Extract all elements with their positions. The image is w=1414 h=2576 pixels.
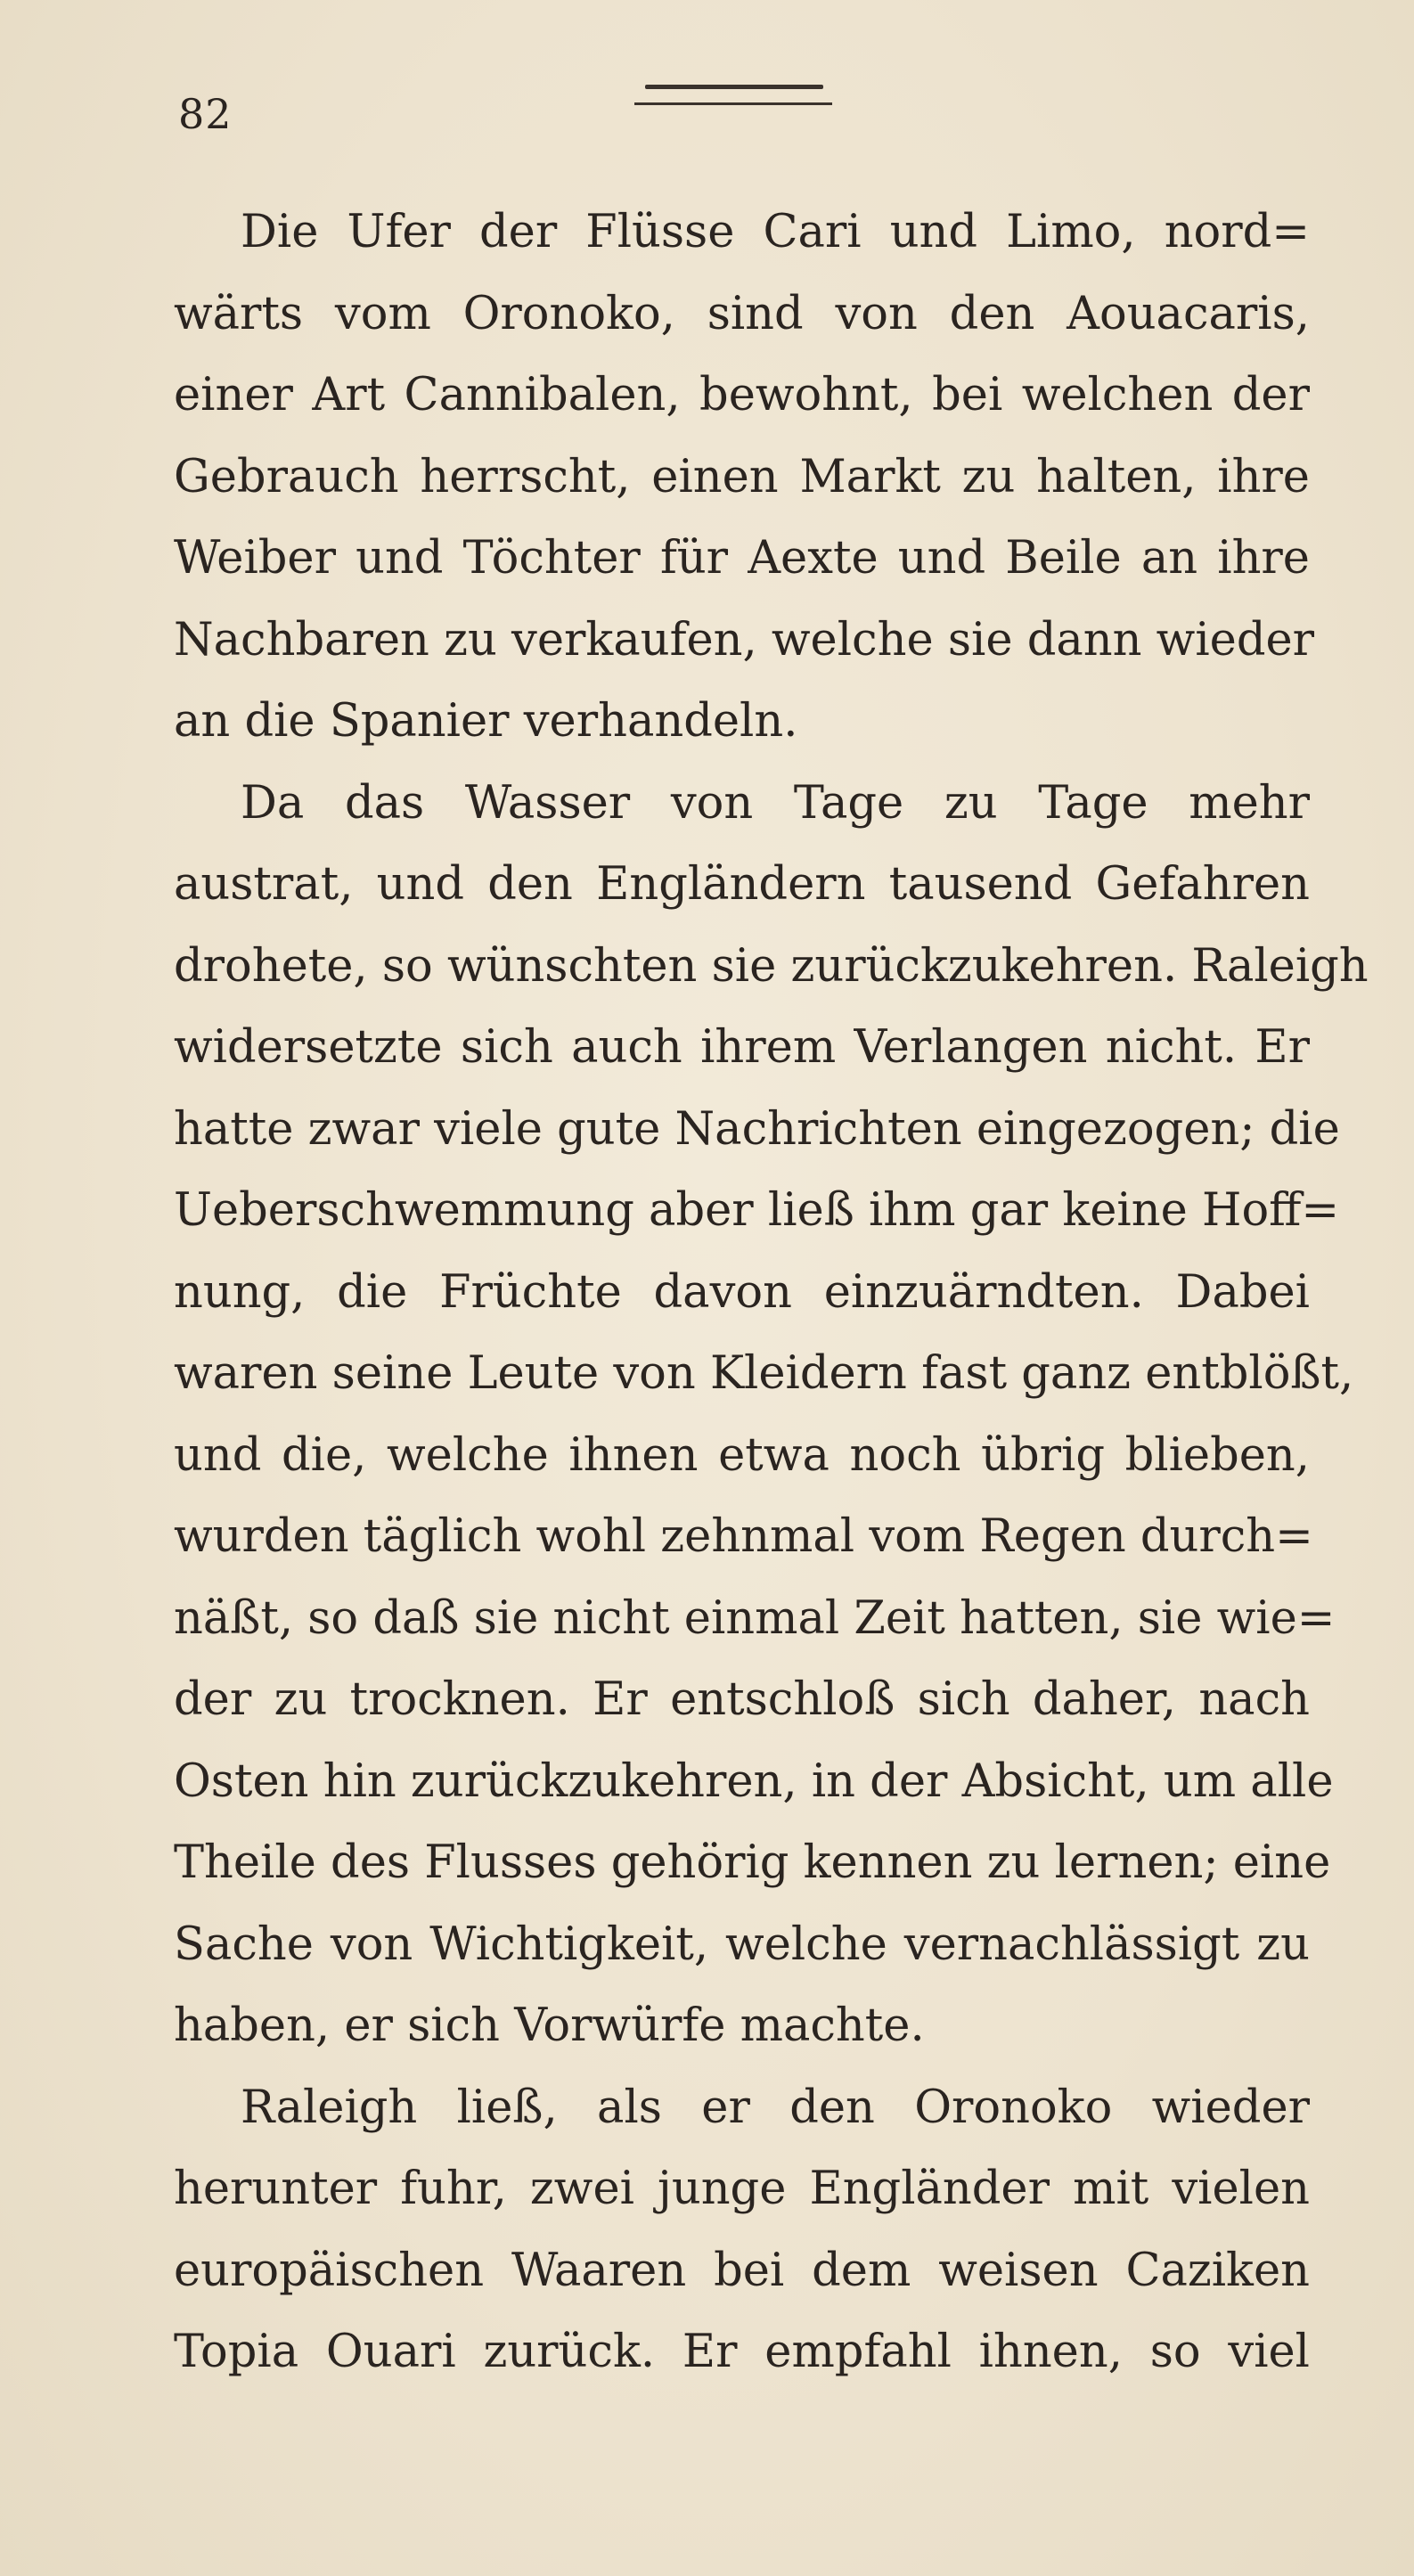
text-line: wurden täglich wohl zehnmal vom Regen durch= <box>174 1510 1313 1563</box>
text-line: Ueberschwemmung aber ließ ihm gar keine Hoff= <box>174 1184 1340 1237</box>
text-line: widersetzte sich auch ihrem Verlangen nicht. Er <box>174 1021 1310 1074</box>
text-line: näßt, so daß sie nicht einmal Zeit hatten, sie wie= <box>174 1591 1336 1645</box>
text-line: Gebrauch herrscht, einen Markt zu halten, ihre <box>174 450 1310 503</box>
text-line: und die, welche ihnen etwa noch übrig blieben, <box>174 1428 1310 1482</box>
text-line: hatte zwar viele gute Nachrichten eingezogen; die <box>174 1102 1340 1156</box>
text-line: nung, die Früchte davon einzuärndten. Dabei <box>174 1265 1310 1319</box>
text-line: der zu trocknen. Er entschloß sich daher, nach <box>174 1673 1310 1726</box>
text-line: austrat, und den Engländern tausend Gefahren <box>174 858 1310 911</box>
text-line: waren seine Leute von Kleidern fast ganz entblößt, <box>174 1347 1354 1400</box>
text-line: Osten hin zurückzukehren, in der Absicht, um alle <box>174 1754 1334 1808</box>
text-line: Theile des Flusses gehörig kennen zu lernen; eine <box>174 1836 1331 1889</box>
text-line: drohete, so wünschten sie zurückzukehren. Raleigh <box>174 939 1369 993</box>
text-line: herunter fuhr, zwei junge Engländer mit vielen <box>174 2163 1310 2215</box>
text-line: Weiber und Töchter für Aexte und Beile an ihre <box>174 532 1310 585</box>
header-rule-thick <box>645 85 823 89</box>
text-line: Sache von Wichtigkeit, welche vernachlässigt zu <box>174 1918 1310 1971</box>
text-line: Die Ufer der Flüsse Cari und Limo, nord= <box>241 206 1310 258</box>
header-rule <box>634 85 830 111</box>
text-line: an die Spanier verhandeln. <box>174 695 798 748</box>
text-line: Topia Ouari zurück. Er empfahl ihnen, so viel <box>174 2326 1310 2378</box>
text-line: Da das Wasser von Tage zu Tage mehr <box>241 776 1310 830</box>
page-number: 82 <box>178 90 233 138</box>
text-line: Raleigh ließ, als er den Oronoko wieder <box>241 2081 1310 2134</box>
text-line: haben, er sich Vorwürfe machte. <box>174 1999 925 2052</box>
text-line: einer Art Cannibalen, bewohnt, bei welchen der <box>174 369 1310 421</box>
body-text <box>174 192 1369 2393</box>
text-line: europäischen Waaren bei dem weisen Caziken <box>174 2244 1310 2297</box>
text-line: wärts vom Oronoko, sind von den Aouacaris, <box>174 287 1310 340</box>
header-rule-thin <box>634 102 832 105</box>
text-line: Nachbaren zu verkaufen, welche sie dann wieder <box>174 613 1315 666</box>
